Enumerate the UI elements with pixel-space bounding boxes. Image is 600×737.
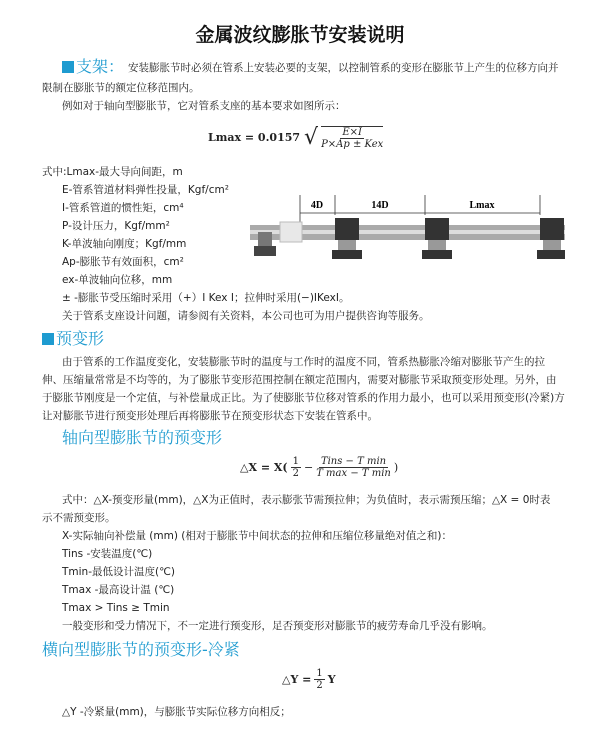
heading-text: 支架： xyxy=(76,57,125,76)
lateral-heading: 横向型膨胀节的预变形-冷紧 xyxy=(42,640,240,659)
square-bullet-icon xyxy=(62,61,74,73)
denominator: 2 xyxy=(292,468,299,479)
formula-rhs: ) xyxy=(393,461,399,474)
formula-lhs: Lmax = 0.0157 xyxy=(208,131,301,144)
support-example: 例如对于轴向型膨胀节，它对管系支座的基本要求如图所示： xyxy=(62,100,346,112)
axial-heading: 轴向型膨胀节的预变形 xyxy=(62,428,223,447)
predeform-para: 伸、压缩量常常是不均等的，为了膨胀节变形范围控制在额定范围内，需要对膨胀节采取预变形处理。另外，由 xyxy=(42,374,557,386)
var-line: ± -膨胀节受压缩时采用（+）I Kex I；拉伸时采用(−)IKexI。 xyxy=(62,292,350,304)
numerator: 1 xyxy=(292,456,299,467)
support-diagram xyxy=(250,195,565,270)
formula-fraction xyxy=(321,126,383,150)
label-lmax: Lmax xyxy=(469,200,495,211)
var-line: P-设计压力，Kgf/mm² xyxy=(62,220,170,232)
formula-lhs: △X = X( xyxy=(240,461,288,474)
axial-line: Tmax -最高设计温 (℃) xyxy=(62,584,175,596)
numerator: E×I xyxy=(342,126,363,138)
heading-text: 预变形 xyxy=(56,329,105,348)
axial-line: 一般变形和受力情况下，不一定进行预变形，足否预变形对膨胀节的疲劳寿命几乎没有影响。 xyxy=(62,620,493,632)
support-intro-cont: 限制在膨胀节的额定位移范围内。 xyxy=(42,82,200,94)
lmax-formula xyxy=(208,125,386,150)
sqrt-sign: √ xyxy=(304,125,319,150)
label-14d: 14D xyxy=(371,200,389,211)
formula-lhs: △Y = xyxy=(282,673,312,686)
var-line: ex-单波轴向位移，mm xyxy=(62,274,173,286)
half-fraction xyxy=(314,668,324,691)
bellows xyxy=(280,222,302,242)
var-line: Ap-膨胀节有效面积，cm² xyxy=(62,256,184,268)
var-line: K-单波轴向刚度；Kgf/mm xyxy=(62,238,187,250)
axial-formula xyxy=(240,456,398,479)
temp-fraction xyxy=(316,456,391,479)
axial-where-cont: 示不需预变形。 xyxy=(42,512,116,524)
numerator: Tins − T min xyxy=(320,456,387,467)
support-note: 关于管系支座设计问题，请参阅有关资料，本公司也可为用户提供咨询等服务。 xyxy=(62,310,430,322)
label-4d: 4D xyxy=(310,200,324,211)
var-line: I-管系管道的惯性矩，cm⁴ xyxy=(62,202,184,214)
axial-line: Tmax > Tins ≥ Tmin xyxy=(62,602,170,614)
predeform-para: 由于管系的工作温度变化，安装膨胀节时的温度与工作时的温度不同，管系热膨胀冷缩对膨胀节产生的拉 xyxy=(62,356,545,368)
axial-line: Tins -安装温度(℃) xyxy=(62,548,153,560)
var-line: E-管系管道材料弹性投量，Kgf/cm² xyxy=(62,184,229,196)
lateral-formula xyxy=(282,668,336,691)
support-intro: 安装膨胀节时必须在管系上安装必要的支架，以控制管系的变形在膨胀节上产生的位移方向并 xyxy=(128,62,559,74)
lateral-line: △Y -冷紧量(mm)，与膨胀节实际位移方向相反； xyxy=(62,706,291,718)
predeform-para: 于膨胀节刚度是一个定值，与补偿量成正比。为了使膨胀节位移对管系的作用力最小，也可以采用预变形(冷紧)方 xyxy=(42,392,565,404)
denominator: P×Ap ± Kex xyxy=(321,138,384,150)
denominator: T max − T min xyxy=(316,468,391,479)
square-bullet-icon xyxy=(42,333,54,345)
denominator: 2 xyxy=(316,680,323,691)
formula-rhs: Y xyxy=(327,673,336,686)
predeform-heading xyxy=(42,329,104,349)
axial-where: 式中：△X-预变形量(mm)，△X为正值时，表示膨张节需预拉伸；为负值时，表示需预压缩；△X = 0时表 xyxy=(62,494,551,506)
numerator: 1 xyxy=(316,668,323,679)
half-fraction xyxy=(291,456,301,479)
where-text: 式中:Lmax-最大导向间距，m xyxy=(42,166,183,178)
minus: − xyxy=(303,461,314,474)
predeform-para: 让对膨胀节进行预变形处理后再将膨胀节在预变形状态下安装在管系中。 xyxy=(42,410,378,422)
support-heading xyxy=(62,57,124,77)
page-title: 金属波纹膨胀节安装说明 xyxy=(195,24,405,46)
axial-line: X-实际轴向补偿量 (mm) (相对于膨胀节中间状态的拉伸和压缩位移量绝对值之和)： xyxy=(62,530,452,542)
axial-line: Tmin-最低设计温度(℃) xyxy=(62,566,175,578)
